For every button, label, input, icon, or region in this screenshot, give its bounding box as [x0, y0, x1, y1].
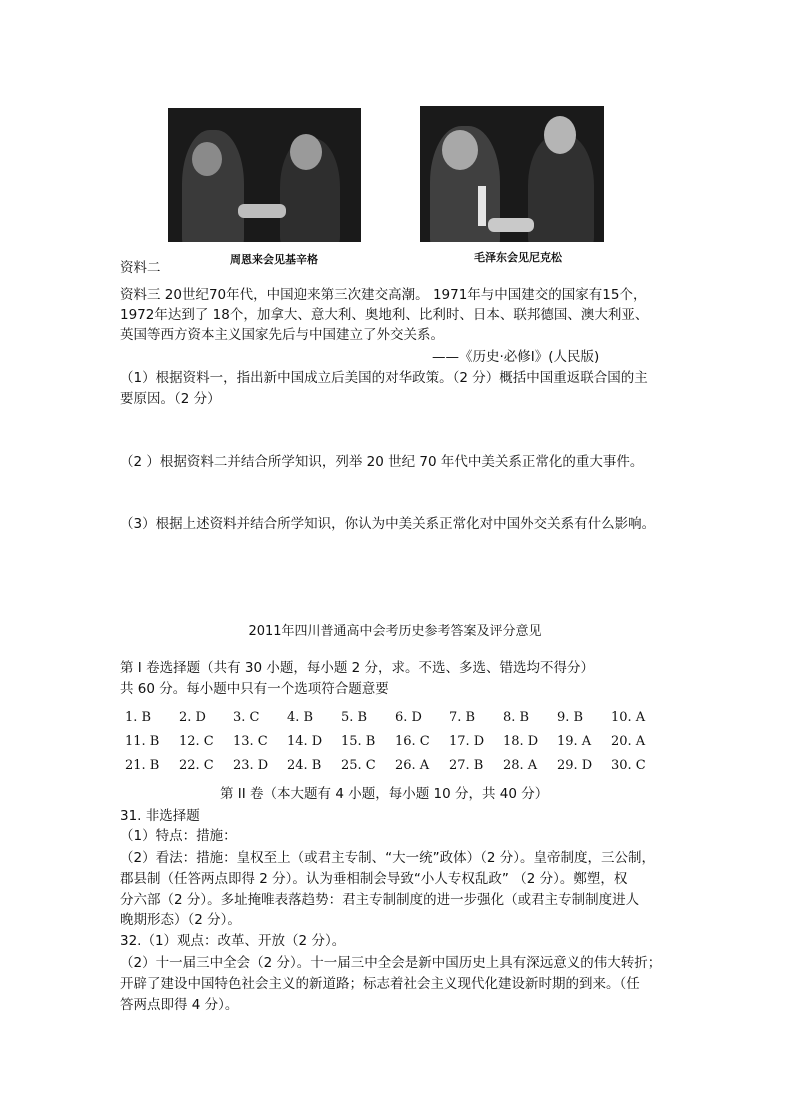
answer-cell: 20. A: [611, 734, 646, 749]
photo-caption-left: 周恩来会见基辛格: [230, 253, 318, 266]
material3-line2: 1972年达到了 18个，加拿大、意大利、奥地利、比利时、日本、联邦德国、澳大利亚、: [120, 307, 649, 323]
answer-cell: 9. B: [557, 710, 584, 725]
part2-line: （2）十一届三中全会（2 分）。十一届三中全会是新中国历史上具有深远意义的伟大转折；: [120, 955, 662, 971]
part2-line: 32.（1）观点：改革、开放（2 分）。: [120, 933, 346, 949]
answer-cell: 23. D: [233, 758, 269, 773]
answer-cell: 16. C: [395, 734, 430, 749]
answer-cell: 8. B: [503, 710, 530, 725]
answer-row: [125, 754, 665, 778]
answer-cell: 17. D: [449, 734, 485, 749]
answer-cell: 29. D: [557, 758, 593, 773]
answer-cell: 21. B: [125, 758, 160, 773]
answer-cell: 30. C: [611, 758, 646, 773]
answer-row: [125, 730, 665, 754]
photo-mao-nixon: [420, 106, 604, 242]
photo-zhou-kissinger: [168, 108, 361, 242]
answer-cell: 11. B: [125, 734, 160, 749]
answer-cell: 13. C: [233, 734, 268, 749]
question-2: （2 ）根据资料二并结合所学知识，列举 20 世纪 70 年代中美关系正常化的重大事件。: [120, 454, 644, 470]
answer-cell: 4. B: [287, 710, 314, 725]
part2-line: 答两点即得 4 分）。: [120, 997, 239, 1013]
part2-line: 31. 非选择题: [120, 808, 200, 824]
answer-title: 2011年四川普通高中会考历史参考答案及评分意见: [248, 624, 542, 639]
part2-line: （1）特点：措施：: [120, 828, 237, 844]
answer-grid: [125, 706, 665, 778]
part2-line: 晚期形态）（2 分）。: [120, 912, 241, 928]
part1-line1: 第 I 卷选择题（共有 30 小题，每小题 2 分，求。不选、多选、错选均不得分）: [120, 660, 594, 676]
photo-caption-right: 毛泽东会见尼克松: [474, 251, 562, 264]
part2-title: 第 II 卷（本大题有 4 小题，每小题 10 分，共 40 分）: [220, 786, 549, 802]
material2-label: 资料二: [120, 260, 161, 276]
answer-cell: 14. D: [287, 734, 323, 749]
answer-cell: 3. C: [233, 710, 260, 725]
answer-cell: 28. A: [503, 758, 538, 773]
material3-line3: 英国等西方资本主义国家先后与中国建立了外交关系。: [120, 327, 444, 343]
question-1-line1: （1）根据资料一，指出新中国成立后美国的对华政策。（2 分）概括中国重返联合国的主: [120, 370, 648, 386]
question-1-line2: 要原因。（2 分）: [120, 391, 221, 407]
answer-cell: 19. A: [557, 734, 592, 749]
answer-cell: 15. B: [341, 734, 376, 749]
answer-cell: 18. D: [503, 734, 539, 749]
part2-line: 郡县制（任答两点即得 2 分）。认为垂相制会导致“小人专权乱政” （2 分）。鄭塑，权: [120, 871, 628, 887]
answer-cell: 24. B: [287, 758, 322, 773]
question-3: （3）根据上述资料并结合所学知识，你认为中美关系正常化对中国外交关系有什么影响。: [120, 516, 656, 532]
part1-line2: 共 60 分。每小题中只有一个选项符合题意要: [120, 681, 389, 697]
answer-cell: 22. C: [179, 758, 214, 773]
answer-cell: 7. B: [449, 710, 476, 725]
part2-line: （2）看法：措施：皇权至上（或君主专制、“大一统”政体）（2 分）。皇帝制度，三公制，: [120, 850, 655, 866]
answer-cell: 10. A: [611, 710, 646, 725]
answer-cell: 26. A: [395, 758, 430, 773]
part2-line: 分六部（2 分）。多址掩唯表落趋势：君主专制制度的进一步强化（或君主专制制度进人: [120, 892, 640, 908]
answer-cell: 25. C: [341, 758, 376, 773]
material3-line1: 资料三 20世纪70年代，中国迎来第三次建交高潮。 1971年与中国建交的国家有15个，: [120, 287, 647, 303]
answer-cell: 12. C: [179, 734, 214, 749]
answer-cell: 1. B: [125, 710, 152, 725]
material3-source: ——《历史·必修Ⅰ》(人民版): [432, 349, 600, 365]
answer-row: [125, 706, 665, 730]
answer-cell: 5. B: [341, 710, 368, 725]
part2-line: 开辟了建设中国特色社会主义的新道路；标志着社会主义现代化建设新时期的到来。（任: [120, 976, 640, 992]
answer-cell: 27. B: [449, 758, 484, 773]
answer-cell: 2. D: [179, 710, 206, 725]
answer-cell: 6. D: [395, 710, 422, 725]
